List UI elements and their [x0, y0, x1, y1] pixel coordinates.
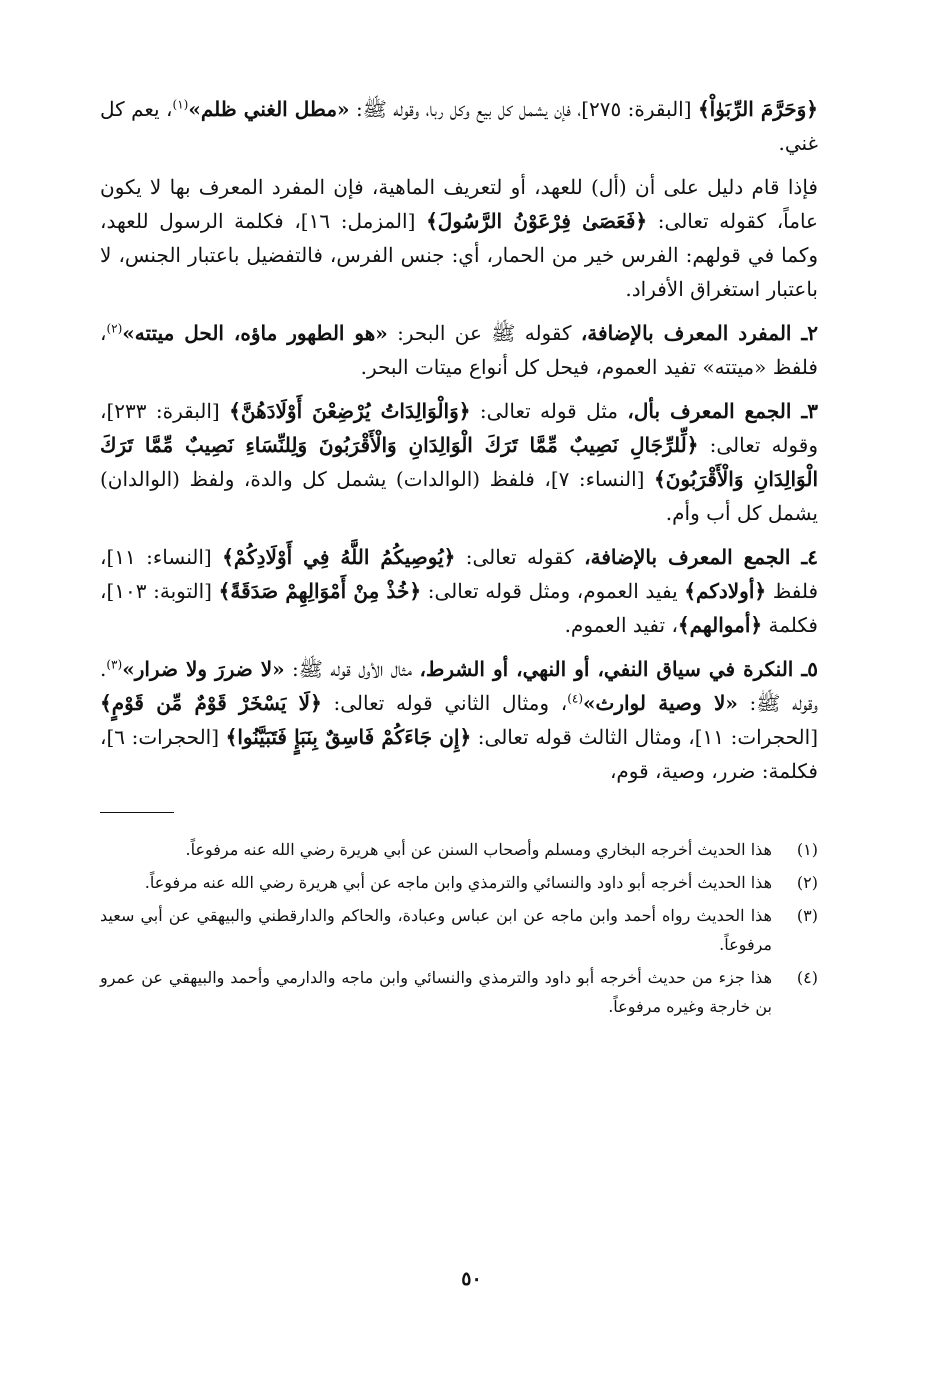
footnote-text: هذا الحديث أخرجه أبو داود والنسائي والترمذي وابن ماجه عن أبي هريرة رضي الله عنه مرفوعاً.: [144, 873, 772, 892]
paragraph-text: [الحجرات: ١١]، ومثال الثالث قوله تعالى:: [471, 725, 819, 749]
footnote-item: [100, 868, 818, 897]
footnote-number: (١): [796, 840, 818, 859]
paragraph-text: كقوله تعالى:: [455, 545, 585, 569]
quran-verse: ﴿وَحَرَّمَ الرِّبَوٰاْ﴾: [697, 97, 819, 121]
paragraph-text: مثال الأول قوله ﷺ:: [284, 657, 420, 681]
footnote-number: (٤): [796, 968, 818, 987]
paragraph-text: فإذا قام دليل على أن (أل) للعهد، أو لتعريف الماهية، فإن المفرد المعرف بها لا يكون عاماً، كقوله تعالى:: [100, 175, 818, 233]
quran-verse: ﴿لِّلرِّجَالِ نَصِيبٌ مِّمَّا تَرَكَ الْوَالِدَانِ وَالْأَقْرَبُونَ وَلِلنِّسَاءِ نَصِيبٌ مِّمَّا تَرَكَ الْوَالِدَانِ وَالْأَقْرَبُونَ﴾: [100, 433, 819, 491]
footnote-text: هذا جزء من حديث أخرجه أبو داود والترمذي والنسائي وابن ماجه والدارمي وأحمد والبيهقي عن عمرو بن خارجة وغيره مرفوعاً.: [100, 968, 772, 1016]
paragraph-text: [البقرة: ٢٧٥]، فإن يشمل كل بيع وكل ربا، وقوله ﷺ:: [349, 97, 698, 121]
paragraph-4: [100, 394, 818, 530]
hadith-quote: «لا ضررَ ولا ضرار»: [122, 657, 285, 681]
footnote-reference: (٤): [567, 691, 584, 706]
footnote-number: (٣): [796, 906, 818, 925]
paragraph-text: ، فلفظ «ميتته» تفيد العموم، فيحل كل أنواع ميتات البحر.: [100, 321, 818, 379]
paragraph-3: [100, 316, 818, 384]
paragraph-5: [100, 540, 818, 642]
footnote-reference: (٣): [106, 657, 123, 672]
section-heading: ٤ـ الجمع المعرف بالإضافة،: [584, 545, 819, 569]
section-heading: ٣ـ الجمع المعرف بأل،: [627, 399, 819, 423]
paragraph-text: يفيد العموم، ومثل قوله تعالى:: [421, 579, 685, 603]
quran-verse: ﴿فَعَصَىٰ فِرْعَوْنُ الرَّسُولَ﴾: [426, 209, 648, 233]
paragraph-6: [100, 652, 818, 788]
paragraph-text: كقوله ﷺ عن البحر:: [387, 321, 581, 345]
hadith-quote: «لا وصية لوارث»: [583, 691, 738, 715]
footnote-reference: (٢): [106, 321, 123, 336]
footnote-item: [100, 963, 818, 1021]
footnote-item: [100, 835, 818, 864]
footnote-separator: [100, 812, 174, 813]
hadith-quote: «هو الطهور ماؤه، الحل ميتته»: [122, 321, 388, 345]
paragraph-text: [المزمل: ١٦]، فكلمة الرسول للعهد، وكما في قولهم: الفرس خير من الحمار، أي: جنس الفرس، فالتفضيل باعتبار الجنس، لا باعتبار استغراق الأفراد.: [100, 209, 818, 301]
page-body: [100, 92, 818, 1383]
quran-verse: ﴿إِن جَاءَكُمْ فَاسِقٌ بِنَبَإٍ فَتَبَيَّنُوا﴾: [225, 725, 472, 749]
page-number: ٥٠: [461, 1268, 482, 1290]
paragraph-text: [البقرة: ٢٣٣]، وقوله تعالى:: [100, 399, 818, 457]
footnotes: [100, 835, 818, 1021]
paragraph-text: [الحجرات: ٦]، فكلمة: ضرر، وصية، قوم،: [100, 725, 818, 783]
footnote-text: هذا الحديث رواه أحمد وابن ماجه عن ابن عباس وعبادة، والحاكم والدارقطني والبيهقي عن أبي سعيد مرفوعاً.: [100, 906, 772, 954]
quran-verse: ﴿وَالْوَالِدَاتُ يُرْضِعْنَ أَوْلَادَهُنَّ﴾: [229, 399, 471, 423]
paragraph-1: [100, 92, 818, 160]
quran-verse: ﴿خُذْ مِنْ أَمْوَالِهِمْ صَدَقَةً﴾: [218, 579, 422, 603]
paragraph-text: [التوبة: ١٠٣]، فكلمة: [100, 579, 818, 637]
quran-word: ﴿أموالهم﴾: [677, 613, 763, 637]
footnote-text: هذا الحديث أخرجه البخاري ومسلم وأصحاب السنن عن أبي هريرة رضي الله عنه مرفوعاً.: [185, 840, 772, 859]
footnote-separator-wrap: [100, 798, 818, 835]
paragraph-text: ، ومثال الثاني قوله تعالى:: [321, 691, 568, 715]
quran-word: ﴿أولادكم﴾: [684, 579, 767, 603]
paragraph-text: ، تفيد العموم.: [564, 613, 678, 637]
section-heading: ٢ـ المفرد المعرف بالإضافة،: [580, 321, 818, 345]
footnote-reference: (١): [172, 97, 189, 112]
paragraph-text: [النساء: ١١]، فلفظ: [100, 545, 819, 603]
quran-verse: ﴿لَا يَسْخَرْ قَوْمٌ مِّن قَوْمٍ﴾: [100, 691, 322, 715]
section-heading: ٥ـ النكرة في سياق النفي، أو النهي، أو الشرط،: [419, 657, 818, 681]
footnote-number: (٢): [796, 873, 818, 892]
paragraph-2: [100, 170, 818, 306]
paragraph-text: . وقوله ﷺ:: [100, 657, 818, 715]
paragraph-text: [النساء: ٧]، فلفظ (الوالدات) يشمل كل والدة، ولفظ (الوالدان) يشمل كل أب وأم.: [100, 467, 818, 525]
paragraph-text: مثل قوله تعالى:: [470, 399, 628, 423]
quran-verse: ﴿يُوصِيكُمُ اللَّهُ فِي أَوْلَادِكُمْ﴾: [222, 545, 456, 569]
paragraph-text: ، يعم كل غني.: [100, 97, 818, 155]
hadith-quote: «مطل الغني ظلم»: [188, 97, 350, 121]
footnote-item: [100, 901, 818, 959]
